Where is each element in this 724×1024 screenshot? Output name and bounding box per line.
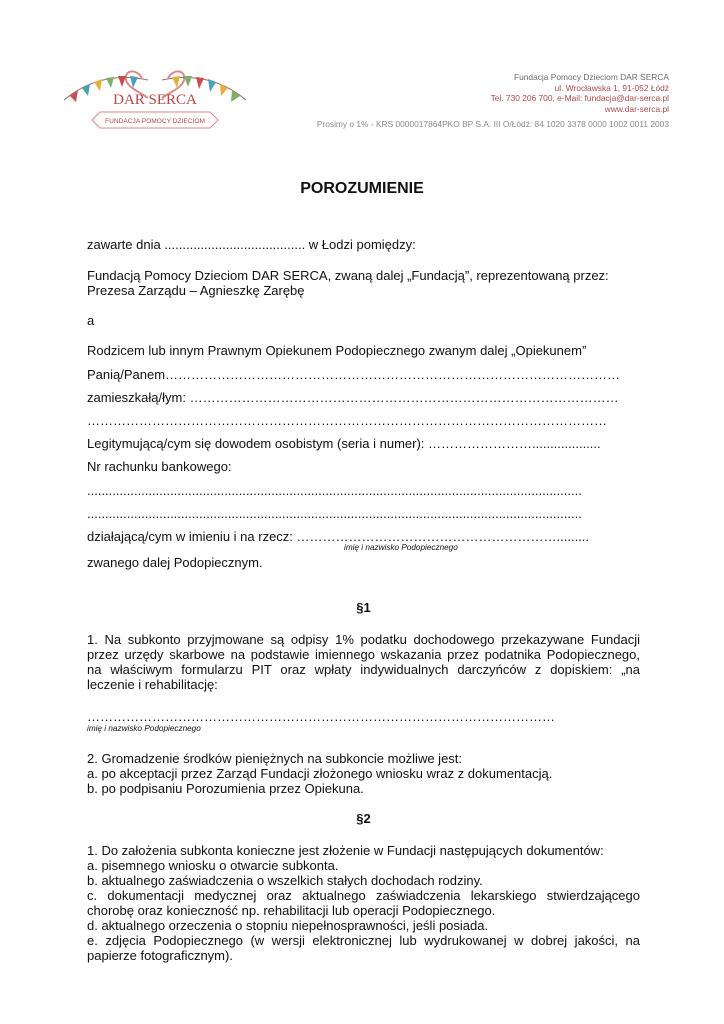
s1-paragraph-line: 1. Na subkonto przyjmowane są odpisy 1% podatku dochodowego przekazywane Fundacji bbox=[87, 632, 640, 647]
document-title: POROZUMIENIE bbox=[300, 180, 424, 197]
fundacja-line: Fundacją Pomocy Dzieciom DAR SERCA, zwaną dalej „Fundacją”, reprezentowaną przez: bbox=[87, 268, 609, 283]
s1-paragraph-line: leczenie i rehabilitację: bbox=[87, 677, 218, 692]
contact-line: ul. Wrocławska 1, 91-052 Łódź bbox=[554, 82, 669, 93]
section-2-heading: §2 bbox=[356, 811, 371, 826]
s1-item: a. po akceptacji przez Zarząd Fundacji złożonego wniosku wraz z dokumentacją. bbox=[87, 766, 553, 781]
section-1-heading: §1 bbox=[356, 600, 371, 615]
krs-line: Prosimy o 1% - KRS 0000017864PKO BP S.A. III O/Łódź: 84 1020 3378 0000 1002 0011 2003 bbox=[316, 119, 669, 129]
fundacja-rep-line: Prezesa Zarządu – Agnieszkę Zarębę bbox=[87, 283, 305, 298]
account-dots-line: ......................................................................................................................................... bbox=[87, 483, 582, 498]
contact-line: Fundacja Pomocy Dzieciom DAR SERCA bbox=[514, 72, 669, 82]
account-dots-line: ......................................................................................................................................... bbox=[87, 506, 582, 521]
s2-item: chorobę oraz konieczność np. rehabilitacji lub operacji Podopiecznego. bbox=[87, 903, 496, 918]
zwanego-line: zwanego dalej Podopiecznym. bbox=[87, 555, 263, 570]
zawarte-line: zawarte dnia ....................................... w Łodzi pomiędzy: bbox=[87, 237, 416, 252]
s1-name-dots: ……………………………………………………………………………………………… bbox=[87, 709, 555, 724]
imie-caption: imię i nazwisko Podopiecznego bbox=[87, 724, 201, 733]
s1-item: 2. Gromadzenie środków pieniężnych na subkoncie możliwe jest: bbox=[87, 751, 463, 766]
logo-subtitle: FUNDACJA POMOCY DZIECIOM bbox=[105, 118, 205, 125]
nr-rachunku-label: Nr rachunku bankowego: bbox=[87, 459, 232, 474]
s2-item: e. zdjęcia Podopiecznego (w wersji elektronicznej lub wydrukowanej w dobrej jakości, na bbox=[87, 933, 640, 948]
pania-field: Panią/Panem…………………………………………………………………………………………… bbox=[87, 367, 621, 382]
s2-item: 1. Do założenia subkonta konieczne jest złożenie w Fundacji następujących dokumentów: bbox=[87, 843, 604, 858]
s2-item: papierze fotograficznym). bbox=[87, 948, 233, 963]
s1-paragraph-line: na właściwym formularzu PIT oraz wpłaty indywidualnych darczyńców z dopiskiem: „na bbox=[87, 662, 640, 677]
legitymujaca-field: Legitymującą/cym się dowodem osobistym (seria i numer): ……………………................... bbox=[87, 436, 601, 451]
rodzic-line: Rodzicem lub innym Prawnym Opiekunem Podopiecznego zwanym dalej „Opiekunem” bbox=[87, 343, 587, 358]
address-dots-line: ………………………………………………………………………………………………………… bbox=[87, 413, 607, 428]
a-line: a bbox=[87, 313, 95, 328]
contact-block bbox=[316, 72, 669, 129]
s2-item: b. aktualnego zaświadczenia o wszelkich stałych dochodach rodziny. bbox=[87, 873, 483, 888]
dzialajaca-field: działającą/cym w imieniu i na rzecz: ……………………………………………………......... bbox=[87, 529, 590, 544]
dar-serca-logo bbox=[60, 60, 250, 140]
s2-item: c. dokumentacji medycznej oraz aktualnego zaświadczenia lekarskiego stwierdzającego bbox=[87, 888, 640, 903]
contact-line: Tel. 730 206 700, e-Mail: fundacja@dar-serca.pl bbox=[490, 93, 669, 104]
s1-paragraph-line: przez urzędy skarbowe na podstawie imiennego wskazania przez podatnika Podopiecznego, bbox=[87, 647, 640, 662]
s2-item: d. aktualnego orzeczenia o stopniu niepełnosprawności, jeśli posiada. bbox=[87, 918, 489, 933]
logo-title: DAR SERCA bbox=[113, 92, 197, 108]
letterhead bbox=[0, 0, 724, 150]
contact-line: www.dar-serca.pl bbox=[604, 103, 669, 114]
zamieszkala-field: zamieszkałą/łym: ……………………………………………………………………………………… bbox=[87, 390, 619, 405]
s2-item: a. pisemnego wniosku o otwarcie subkonta. bbox=[87, 858, 339, 873]
s1-item: b. po podpisaniu Porozumienia przez Opiekuna. bbox=[87, 781, 364, 796]
imie-caption: imię i nazwisko Podopiecznego bbox=[344, 543, 458, 552]
